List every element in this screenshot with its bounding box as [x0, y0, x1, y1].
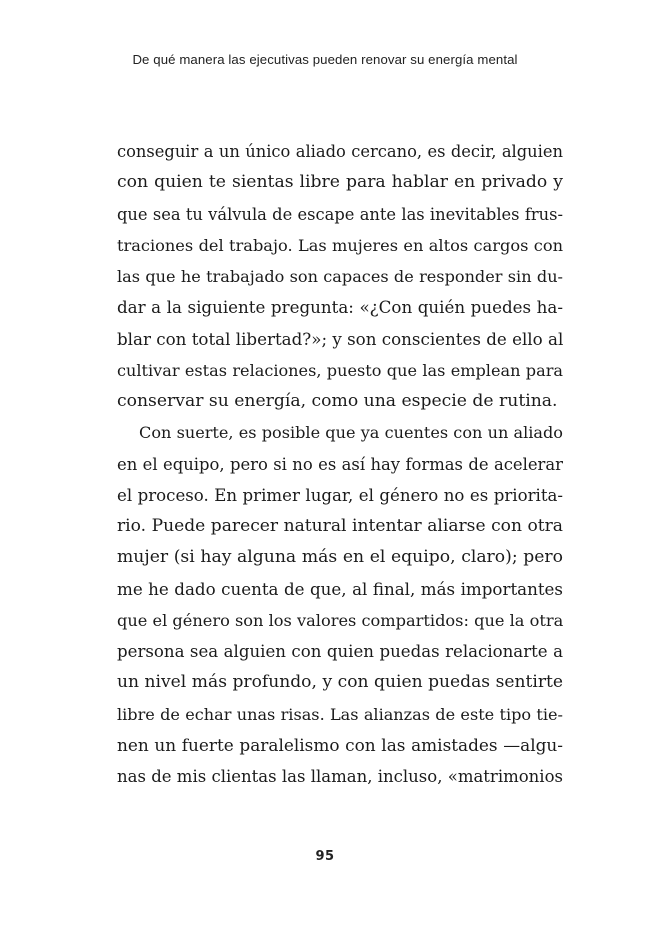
text-line: Con suerte, es posible que ya cuentes con un aliado — [139, 423, 563, 443]
text-line: un nivel más profundo, y con quien puedas sentirte — [117, 672, 563, 693]
text-line: traciones del trabajo. Las mujeres en altos cargos con — [117, 235, 563, 255]
text-line: con quien te sientas libre para hablar en privado y — [117, 172, 563, 193]
text-line: mujer (si hay alguna más en el equipo, claro); pero — [117, 547, 563, 568]
text-line: rio. Puede parecer natural intentar aliarse con otra — [117, 516, 563, 536]
text-line: las que he trabajado son capaces de responder sin du- — [117, 267, 563, 286]
text-line: que el género son los valores compartidos: que la otra — [117, 610, 564, 630]
page-number: 95 — [315, 849, 335, 864]
running-header: De qué manera las ejecutivas pueden renovar su energía mental — [132, 52, 518, 67]
text-line: dar a la siguiente pregunta: «¿Con quién puedes ha- — [117, 297, 563, 318]
text-line: blar con total libertad?»; y son conscientes de ello al — [117, 328, 564, 349]
text-line: me he dado cuenta de que, al final, más importantes — [117, 578, 563, 599]
text-line: persona sea alguien con quien puedas relacionarte a — [117, 642, 563, 661]
text-line: conservar su energía, como una especie de rutina. — [117, 391, 558, 411]
text-line: el proceso. En primer lugar, el género no es priorita- — [117, 485, 563, 505]
text-line: conseguir a un único aliado cercano, es decir, alguien — [117, 142, 563, 161]
text-line: libre de echar unas risas. Las alianzas de este tipo tie- — [117, 704, 563, 724]
text-line: nen un fuerte paralelismo con las amistades —algu- — [117, 734, 563, 755]
text-line: nas de mis clientas las llaman, incluso, «matrimonios — [117, 767, 563, 786]
text-line: en el equipo, pero si no es así hay formas de acelerar — [117, 454, 563, 474]
text-line: cultivar estas relaciones, puesto que las emplean para — [117, 360, 563, 380]
body-text — [117, 136, 563, 792]
text-line: que sea tu válvula de escape ante las inevitables frus- — [117, 204, 563, 224]
